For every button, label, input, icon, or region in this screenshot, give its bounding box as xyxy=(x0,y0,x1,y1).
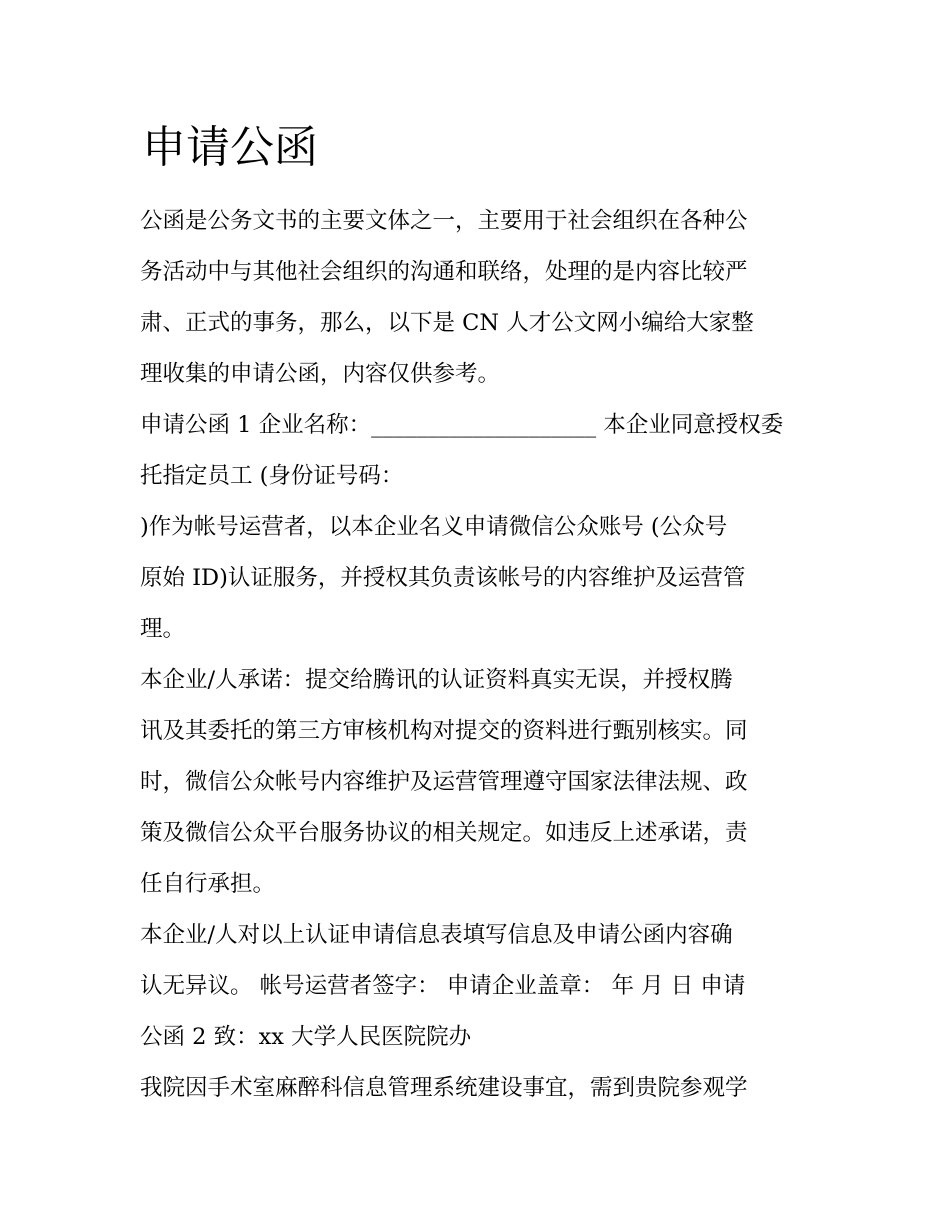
body-line: 本企业/人对以上认证申请信息表填写信息及申请公函内容确 xyxy=(140,922,733,948)
body-line: 托指定员工 (身份证号码： xyxy=(140,463,404,489)
body-line: 申请公函 1 企业名称：____________________ 本企业同意授权委 xyxy=(140,412,784,438)
body-line: 肃、正式的事务，那么，以下是 CN 人才公文网小编给大家整 xyxy=(140,310,754,336)
body-line: 理。 xyxy=(140,616,186,642)
body-line: 务活动中与其他社会组织的沟通和联络，处理的是内容比较严 xyxy=(140,259,748,285)
body-line: 原始 ID)认证服务，并授权其负责该帐号的内容维护及运营管 xyxy=(140,565,746,591)
body-line: 理收集的申请公函，内容仅供参考。 xyxy=(140,361,501,387)
document-title: 申请公函 xyxy=(142,122,318,173)
body-line: 认无异议。 帐号运营者签字： 申请企业盖章： 年 月 日 申请 xyxy=(140,973,746,999)
body-line: 时，微信公众帐号内容维护及运营管理遵守国家法律法规、政 xyxy=(140,769,748,795)
body-line: 我院因手术室麻醉科信息管理系统建设事宜，需到贵院参观学 xyxy=(140,1075,748,1101)
body-line: 讯及其委托的第三方审核机构对提交的资料进行甄别核实。同 xyxy=(140,718,748,744)
body-line: 任自行承担。 xyxy=(140,871,276,897)
body-line: )作为帐号运营者，以本企业名义申请微信公众账号 (公众号 xyxy=(140,514,728,540)
body-line: 公函 2 致：xx 大学人民医院院办 xyxy=(140,1024,472,1050)
body-line: 本企业/人承诺：提交给腾讯的认证资料真实无误，并授权腾 xyxy=(140,667,733,693)
body-line: 策及微信公众平台服务协议的相关规定。如违反上述承诺，责 xyxy=(140,820,748,846)
body-line: 公函是公务文书的主要文体之一，主要用于社会组织在各种公 xyxy=(140,208,748,234)
